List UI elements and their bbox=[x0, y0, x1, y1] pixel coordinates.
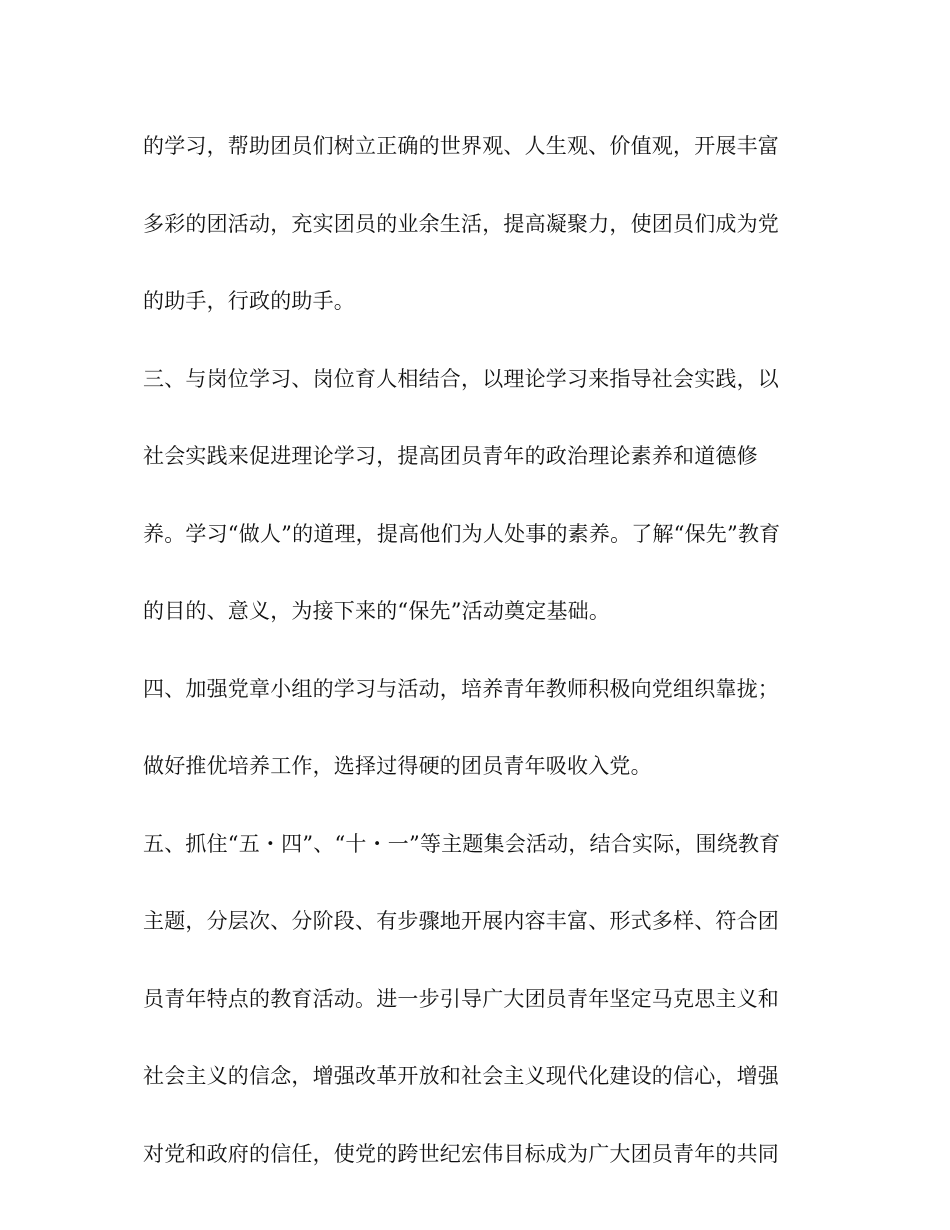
text-line: 多彩的团活动，充实团员的业余生活，提高凝聚力，使团员们成为党 bbox=[143, 211, 779, 236]
text-line: 四、加强党章小组的学习与活动，培养青年教师积极向党组织靠拢； bbox=[143, 676, 779, 701]
text-line: 的学习，帮助团员们树立正确的世界观、人生观、价值观，开展丰富 bbox=[143, 134, 779, 158]
text-line: 养。学习“做人”的道理，提高他们为人处事的素养。了解“保先”教育 bbox=[143, 521, 781, 546]
text-line: 社会主义的信念，增强改革开放和社会主义现代化建设的信心，增强 bbox=[143, 1064, 779, 1088]
text-line: 五、抓住“五・四”、“十・一”等主题集会活动，结合实际，围绕教育 bbox=[143, 831, 781, 856]
text-line: 员青年特点的教育活动。进一步引导广大团员青年坚定马克思主义和 bbox=[143, 986, 779, 1011]
text-line: 做好推优培养工作，选择过得硬的团员青年吸收入党。 bbox=[143, 754, 652, 778]
text-line: 的助手，行政的助手。 bbox=[143, 289, 355, 313]
text-line: 对党和政府的信任，使党的跨世纪宏伟目标成为广大团员青年的共同 bbox=[143, 1141, 779, 1166]
text-line: 三、与岗位学习、岗位育人相结合，以理论学习来指导社会实践，以 bbox=[143, 366, 779, 391]
text-line: 的目的、意义，为接下来的“保先”活动奠定基础。 bbox=[143, 599, 611, 623]
document-body bbox=[143, 120, 808, 1205]
text-line: 社会实践来促进理论学习，提高团员青年的政治理论素养和道德修 bbox=[143, 444, 758, 468]
text-line: 主题，分层次、分阶段、有步骤地开展内容丰富、形式多样、符合团 bbox=[143, 909, 779, 933]
